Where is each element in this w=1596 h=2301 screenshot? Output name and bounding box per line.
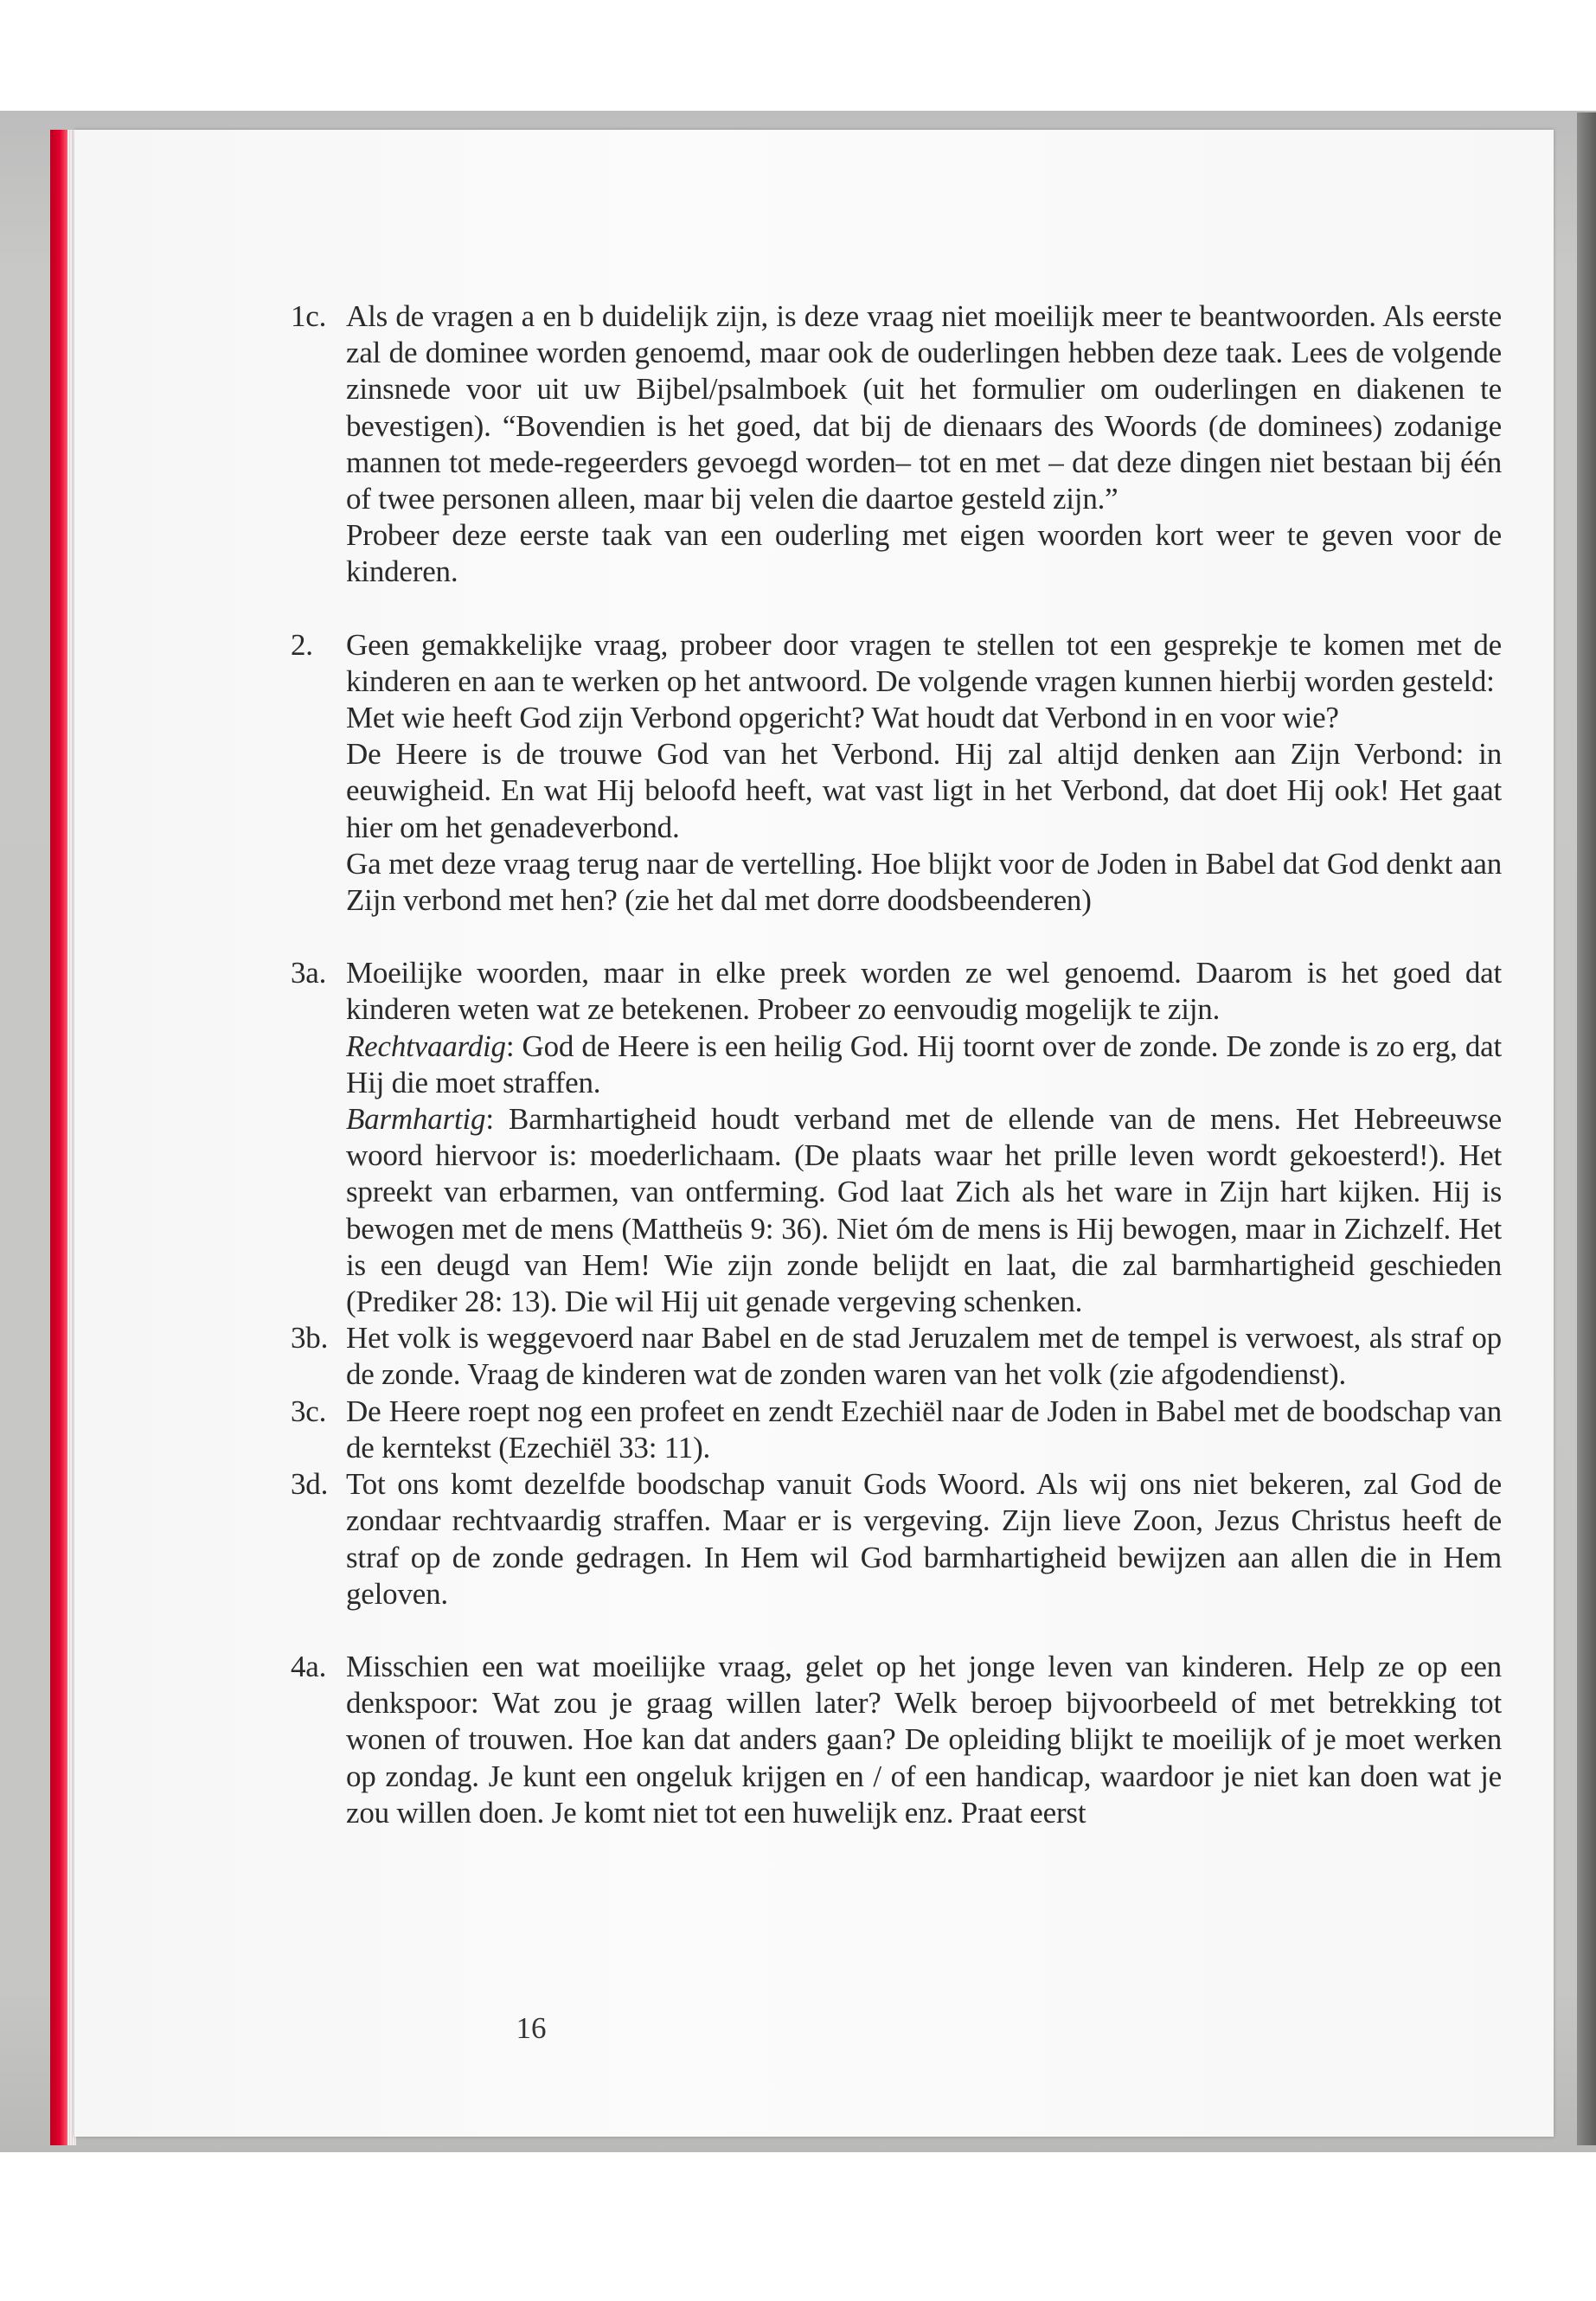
paragraph: De Heere is de trouwe God van het Verbond. Hij zal altijd denken aan Zijn Verbond: in eeuwigheid. En wat Hij beloofd heeft, wat vast ligt in het Verbond, dat doet Hij ook! Het gaat hier om het genadeverbond. [346,737,1502,844]
book-cover-edge [1577,112,1596,2145]
item-label: 4a. [291,1649,327,1683]
paragraph: Als de vragen a en b duidelijk zijn, is deze vraag niet moeilijk meer te beantwoorden. Als eerste zal de dominee worden genoemd, maar ook de ouderlingen hebben deze taak. Lees de volgende zinsnede voor uit uw Bijbel/psalmboek (uit het formulier om ouderlingen en diakenen te bevestigen). “Bovendien is het goed, dat bij de dienaars des Woords (de dominees) zodanige mannen tot mede-regeerders gevoegd worden– tot en met – dat deze dingen niet bestaan bij één of twee personen alleen, maar bij velen die daartoe gesteld zijn.” [346,299,1502,516]
definition-text: : Barmhartigheid houdt verband met de ellende van de mens. Het Hebreeuwse woord hiervoor is: moederlichaam. (De plaats waar het prille leven wordt gekoesterd!). Het spreekt van erbarmen, van ontferming. God laat Zich als het ware in Zijn hart kijken. Hij is bewogen met de mens (Mattheüs 9: 36). Niet óm de mens is Hij bewogen, maar in Zichzelf. Het is een deugd van Hem! Wie zijn zonde belijdt en laat, die zal barmhartigheid geschieden (Prediker 28: 13). Die wil Hij uit genade vergeving schenken. [346,1102,1502,1319]
item-3c [291,1394,1502,1466]
definition-barmhartig [346,1101,1502,1320]
paragraph: Ga met deze vraag terug naar de vertelling. Hoe blijkt voor de Joden in Babel dat God denkt aan Zijn verbond met hen? (zie het dal met dorre doodsbeenderen) [346,846,1502,918]
item-body [346,1466,1502,1612]
definition-rechtvaardig [346,1029,1502,1101]
item-3a [291,955,1502,1320]
book-red-edge [50,130,69,2145]
spacer [291,1612,1502,1649]
spacer [291,919,1502,955]
item-body [346,1394,1502,1466]
item-label: 1c. [291,299,327,333]
paragraph: Tot ons komt dezelfde boodschap vanuit Gods Woord. Als wij ons niet bekeren, zal God de zondaar rechtvaardig straffen. Maar er is vergeving. Zijn lieve Zoon, Jezus Christus heeft de straf op de zonde gedragen. In Hem wil God barmhartigheid bewijzen aan allen die in Hem geloven. [346,1467,1502,1611]
item-label: 3a. [291,956,327,990]
item-body [346,627,1502,920]
item-2 [291,627,1502,920]
definition-term: Rechtvaardig [346,1029,506,1063]
item-3b [291,1320,1502,1393]
item-label: 3b. [291,1321,329,1356]
paragraph: De Heere roept nog een profeet en zendt Ezechiël naar de Joden in Babel met de boodschap van de kerntekst (Ezechiël 33: 11). [346,1394,1502,1465]
item-1c [291,298,1502,591]
spacer [291,591,1502,627]
item-label: 3c. [291,1394,327,1428]
item-body [346,1649,1502,1831]
item-body [346,1320,1502,1393]
paragraph: Het volk is weggevoerd naar Babel en de stad Jeruzalem met de tempel is verwoest, als straf op de zonde. Vraag de kinderen wat de zonden waren van het volk (zie afgodendienst). [346,1321,1502,1392]
item-4a [291,1649,1502,1831]
page-content [291,298,1502,1831]
definition-text: : God de Heere is een heilig God. Hij toornt over de zonde. De zonde is zo erg, dat Hij die moet straffen. [346,1029,1502,1099]
paragraph: Misschien een wat moeilijke vraag, gelet op het jonge leven van kinderen. Help ze op een denkspoor: Wat zou je graag willen later? Welk beroep bijvoorbeeld of met betrekking tot wonen of trouwen. Hoe kan dat anders gaan? De opleiding blijkt te moeilijk of je moet werken op zondag. Je kunt een ongeluk krijgen en / of een handicap, waardoor je niet kan doen wat je zou willen doen. Je komt niet tot een huwelijk enz. Praat eerst [346,1649,1502,1830]
paragraph: Geen gemakkelijke vraag, probeer door vragen te stellen tot een gesprekje te komen met de kinderen en aan te werken op het antwoord. De volgende vragen kunnen hierbij worden gesteld: [346,627,1502,698]
item-3d [291,1466,1502,1612]
definition-term: Barmhartig [346,1102,486,1137]
page-number: 16 [516,2011,547,2045]
item-body [346,955,1502,1320]
item-label: 3d. [291,1467,329,1502]
item-label: 2. [291,627,313,662]
item-body [346,298,1502,591]
paragraph: Probeer deze eerste taak van een ouderling met eigen woorden kort weer te geven voor de kinderen. [346,518,1502,589]
paragraph: Moeilijke woorden, maar in elke preek worden ze wel genoemd. Daarom is het goed dat kinderen weten wat ze betekenen. Probeer zo eenvoudig mogelijk te zijn. [346,956,1502,1027]
paragraph: Met wie heeft God zijn Verbond opgericht? Wat houdt dat Verbond in en voor wie? [346,701,1339,735]
